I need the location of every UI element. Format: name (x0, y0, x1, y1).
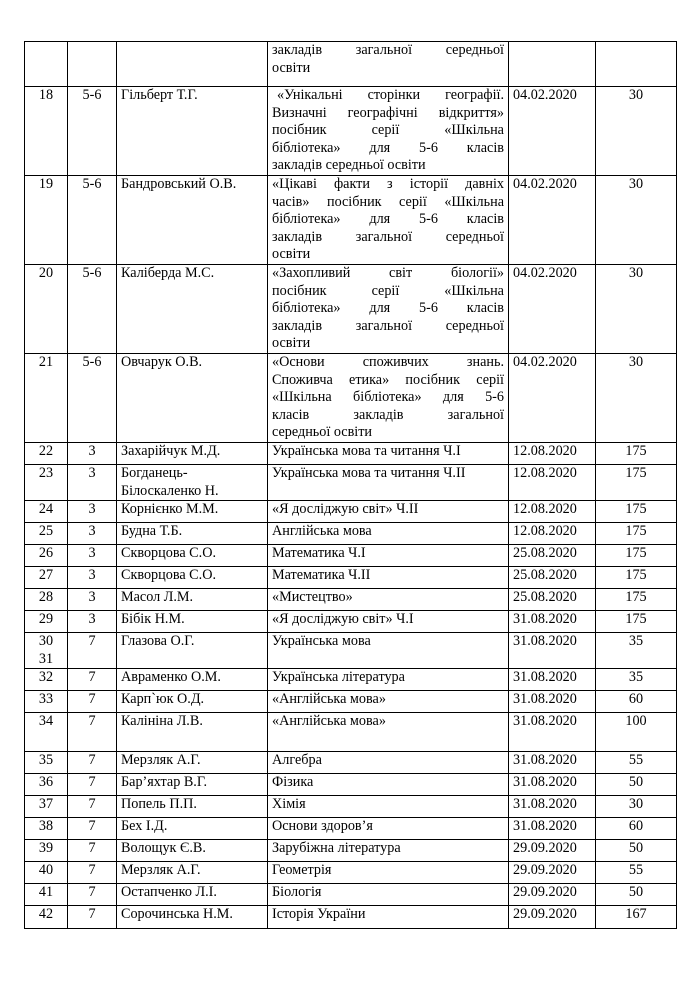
row-number-cell (25, 691, 68, 713)
title-line: закладів загальної середньої (272, 228, 504, 245)
author-cell: Будна Т.Б. (117, 523, 268, 545)
row-number-cell (25, 884, 68, 906)
table-row (25, 464, 677, 500)
title-line: «Унікальні сторінки географії. (277, 87, 504, 103)
title-cell (268, 774, 509, 796)
table-row (25, 691, 677, 713)
title-cell (268, 611, 509, 633)
row-number: 18 (38, 87, 54, 103)
date-cell: 29.09.2020 (509, 862, 596, 884)
date-cell: 25.08.2020 (509, 567, 596, 589)
row-number-cell (25, 523, 68, 545)
date-cell: 29.09.2020 (509, 884, 596, 906)
grade-cell: 7 (68, 906, 117, 929)
date-cell: 31.08.2020 (509, 611, 596, 633)
grade-cell: 3 (68, 589, 117, 611)
row-number-cell (25, 567, 68, 589)
date-cell: 31.08.2020 (509, 818, 596, 840)
row-number-cell (25, 818, 68, 840)
title-cell (268, 353, 509, 442)
quantity-cell: 55 (596, 862, 677, 884)
grade-cell: 7 (68, 633, 117, 669)
author-cell: Скворцова С.О. (117, 545, 268, 567)
title-cell (268, 567, 509, 589)
row-number-cell (25, 545, 68, 567)
date-cell: 04.02.2020 (509, 175, 596, 264)
title-line: бібліотека» для 5-6 класів (272, 300, 504, 317)
date-cell: 31.08.2020 (509, 633, 596, 669)
quantity-cell: 30 (596, 353, 677, 442)
title-cell (268, 545, 509, 567)
title-cell (268, 884, 509, 906)
grade-cell: 3 (68, 501, 117, 523)
date-cell: 31.08.2020 (509, 691, 596, 713)
quantity-cell (596, 42, 677, 87)
quantity-cell: 175 (596, 611, 677, 633)
title-cell (268, 442, 509, 464)
table-row (25, 840, 677, 862)
row-number-cell (25, 633, 68, 669)
row-number: 39 (38, 840, 54, 857)
row-number: 28 (38, 589, 54, 606)
title-line: освіти (272, 246, 311, 263)
table-row (25, 523, 677, 545)
grade-cell: 5-6 (68, 353, 117, 442)
quantity-cell: 100 (596, 713, 677, 752)
title-cell (268, 691, 509, 713)
title-line: класів закладів загальної (272, 406, 504, 423)
author-cell: Попель П.П. (117, 796, 268, 818)
date-cell: 29.09.2020 (509, 840, 596, 862)
title-line: освіти (272, 335, 311, 352)
table-row (25, 87, 677, 176)
table-row (25, 884, 677, 906)
title-line: Біологія (272, 884, 322, 901)
title-cell (268, 523, 509, 545)
grade-cell: 3 (68, 442, 117, 464)
author-cell: Мерзляк А.Г. (117, 752, 268, 774)
author-cell: Захарійчук М.Д. (117, 442, 268, 464)
title-cell (268, 840, 509, 862)
title-cell (268, 589, 509, 611)
grade-cell: 7 (68, 669, 117, 691)
table-row (25, 42, 677, 87)
date-cell: 04.02.2020 (509, 353, 596, 442)
title-cell (268, 818, 509, 840)
author-line: Богданець- (121, 464, 188, 481)
author-line: Білоскаленко Н. (121, 482, 219, 499)
title-line: «Цікаві факти з історії давніх (272, 175, 504, 192)
quantity-cell: 35 (596, 633, 677, 669)
quantity-cell: 50 (596, 774, 677, 796)
row-number: 41 (38, 884, 54, 901)
row-number-cell (25, 589, 68, 611)
quantity-cell: 35 (596, 669, 677, 691)
grade-cell: 7 (68, 774, 117, 796)
title-line: «Я досліджую світ» Ч.ІІ (272, 501, 419, 518)
title-line: Англійська мова (272, 523, 372, 540)
row-number: 20 (38, 264, 54, 281)
grade-cell: 7 (68, 691, 117, 713)
row-number-cell (25, 175, 68, 264)
author-cell: Авраменко О.М. (117, 669, 268, 691)
author-cell: Скворцова С.О. (117, 567, 268, 589)
author-cell (117, 42, 268, 87)
row-number-cell (25, 501, 68, 523)
title-cell (268, 501, 509, 523)
title-cell (268, 42, 509, 87)
row-number-cell (25, 774, 68, 796)
date-cell: 31.08.2020 (509, 713, 596, 752)
row-number-cell (25, 796, 68, 818)
table-row (25, 175, 677, 264)
title-line: Історія України (272, 906, 366, 923)
title-line: часів» посібник серії «Шкільна (272, 193, 504, 210)
quantity-cell: 175 (596, 442, 677, 464)
quantity-cell: 30 (596, 87, 677, 176)
row-number-cell (25, 840, 68, 862)
grade-cell: 3 (68, 611, 117, 633)
title-line: Геометрія (272, 862, 332, 879)
grade-cell: 7 (68, 713, 117, 752)
table-row (25, 501, 677, 523)
date-cell: 12.08.2020 (509, 523, 596, 545)
date-cell: 31.08.2020 (509, 669, 596, 691)
title-cell (268, 796, 509, 818)
table-row (25, 862, 677, 884)
title-cell (268, 464, 509, 500)
grade-cell: 3 (68, 545, 117, 567)
quantity-cell: 30 (596, 796, 677, 818)
table-row (25, 611, 677, 633)
title-line: бібліотека» для 5-6 класів (272, 211, 504, 228)
grade-cell: 5-6 (68, 175, 117, 264)
title-line: «Англійська мова» (272, 691, 386, 708)
grade-cell: 7 (68, 840, 117, 862)
title-line: освіти (272, 59, 311, 76)
author-cell: Бібік Н.М. (117, 611, 268, 633)
row-number: 38 (38, 818, 54, 835)
title-line: Українська література (272, 669, 405, 686)
title-line: закладів загальної середньої (272, 42, 504, 58)
author-cell: Волощук Є.В. (117, 840, 268, 862)
quantity-cell: 175 (596, 567, 677, 589)
row-number-cell (25, 713, 68, 752)
title-line: Фізика (272, 774, 314, 791)
row-number-cell (25, 353, 68, 442)
date-cell: 29.09.2020 (509, 906, 596, 929)
author-cell: Бех І.Д. (117, 818, 268, 840)
title-line: «Англійська мова» (272, 713, 386, 730)
author-cell: Сорочинська Н.М. (117, 906, 268, 929)
table-row (25, 796, 677, 818)
date-cell: 31.08.2020 (509, 774, 596, 796)
grade-cell (68, 42, 117, 87)
title-line: Математика Ч.І (272, 545, 366, 562)
title-line: Математика Ч.ІІ (272, 567, 371, 584)
table-row (25, 818, 677, 840)
quantity-cell: 30 (596, 175, 677, 264)
table-row (25, 567, 677, 589)
date-cell: 31.08.2020 (509, 752, 596, 774)
author-cell: Каліберда М.С. (117, 264, 268, 353)
row-number-cell (25, 264, 68, 353)
row-number: 21 (38, 353, 54, 370)
grade-cell: 3 (68, 567, 117, 589)
date-cell: 31.08.2020 (509, 796, 596, 818)
title-line: Хімія (272, 796, 306, 813)
title-line: Споживча етика» посібник серії (272, 371, 504, 388)
row-number: 24 (38, 501, 54, 518)
table-row (25, 545, 677, 567)
quantity-cell: 175 (596, 501, 677, 523)
title-cell (268, 633, 509, 669)
row-number: 42 (38, 906, 54, 923)
grade-cell: 7 (68, 884, 117, 906)
row-number-cell (25, 87, 68, 176)
row-number-cell (25, 669, 68, 691)
row-number-cell (25, 42, 68, 87)
quantity-cell: 167 (596, 906, 677, 929)
table-row (25, 442, 677, 464)
author-cell: Гільберт Т.Г. (117, 87, 268, 176)
title-cell (268, 669, 509, 691)
date-cell: 25.08.2020 (509, 545, 596, 567)
title-line: «Мистецтво» (272, 589, 353, 606)
author-cell: Бандровський О.В. (117, 175, 268, 264)
author-cell: Карп`юк О.Д. (117, 691, 268, 713)
title-line: Українська мова та читання Ч.І (272, 442, 461, 459)
title-cell (268, 906, 509, 929)
table-row (25, 589, 677, 611)
quantity-cell: 175 (596, 589, 677, 611)
row-number-secondary: 31 (38, 650, 54, 667)
title-line: Українська мова та читання Ч.ІІ (272, 464, 466, 481)
title-line: Основи здоров’я (272, 818, 373, 835)
table-row (25, 906, 677, 929)
table-row (25, 633, 677, 669)
author-cell: Масол Л.М. (117, 589, 268, 611)
table-body (25, 42, 677, 929)
grade-cell: 7 (68, 818, 117, 840)
quantity-cell: 60 (596, 691, 677, 713)
grade-cell: 3 (68, 523, 117, 545)
row-number: 35 (38, 752, 54, 769)
row-number: 27 (38, 567, 54, 584)
grade-cell: 7 (68, 796, 117, 818)
row-number: 36 (38, 774, 54, 791)
date-cell: 12.08.2020 (509, 501, 596, 523)
row-number: 32 (38, 669, 54, 686)
quantity-cell: 50 (596, 884, 677, 906)
row-number: 19 (38, 175, 54, 192)
author-cell: Корнієнко М.М. (117, 501, 268, 523)
title-cell (268, 713, 509, 752)
quantity-cell: 30 (596, 264, 677, 353)
title-cell (268, 87, 509, 176)
title-line: Алгебра (272, 752, 322, 769)
quantity-cell: 55 (596, 752, 677, 774)
title-line: Зарубіжна література (272, 840, 401, 857)
title-line: посібник серії «Шкільна (272, 282, 504, 299)
row-number: 22 (38, 442, 54, 459)
row-number: 23 (38, 464, 54, 481)
row-number-cell (25, 862, 68, 884)
table-row (25, 774, 677, 796)
row-number: 26 (38, 545, 54, 562)
quantity-cell: 50 (596, 840, 677, 862)
row-number: 30 (38, 633, 54, 650)
quantity-cell: 175 (596, 464, 677, 500)
row-number-cell (25, 464, 68, 500)
title-cell (268, 175, 509, 264)
row-number-cell (25, 752, 68, 774)
row-number: 33 (38, 691, 54, 708)
title-line: Українська мова (272, 633, 371, 650)
table-row (25, 264, 677, 353)
date-cell: 12.08.2020 (509, 442, 596, 464)
quantity-cell: 175 (596, 523, 677, 545)
title-line: закладів загальної середньої (272, 317, 504, 334)
title-cell (268, 264, 509, 353)
date-cell: 04.02.2020 (509, 264, 596, 353)
title-line: «Шкільна бібліотека» для 5-6 (272, 389, 504, 406)
author-cell (117, 464, 268, 500)
row-number-cell (25, 906, 68, 929)
row-number: 29 (38, 611, 54, 628)
author-cell: Бар’яхтар В.Г. (117, 774, 268, 796)
title-cell (268, 862, 509, 884)
row-number-cell (25, 611, 68, 633)
row-number: 25 (38, 523, 54, 540)
title-line: посібник серії «Шкільна (272, 122, 504, 139)
grade-cell: 7 (68, 862, 117, 884)
title-line: середньої освіти (272, 424, 373, 441)
title-line: закладів середньої освіти (272, 157, 426, 174)
title-line: «Захопливий світ біології» (272, 264, 504, 281)
date-cell: 25.08.2020 (509, 589, 596, 611)
grade-cell: 7 (68, 752, 117, 774)
table-row (25, 669, 677, 691)
author-cell: Овчарук О.В. (117, 353, 268, 442)
table-row (25, 713, 677, 752)
row-number: 34 (38, 713, 54, 730)
date-cell: 12.08.2020 (509, 464, 596, 500)
quantity-cell: 60 (596, 818, 677, 840)
table-row (25, 353, 677, 442)
table-row (25, 752, 677, 774)
grade-cell: 3 (68, 464, 117, 500)
quantity-cell: 175 (596, 545, 677, 567)
textbook-table (24, 41, 677, 929)
title-line: Визначні географічні відкриття» (272, 104, 504, 121)
row-number: 37 (38, 796, 54, 813)
author-cell: Калініна Л.В. (117, 713, 268, 752)
grade-cell: 5-6 (68, 87, 117, 176)
author-cell: Остапченко Л.І. (117, 884, 268, 906)
row-number: 40 (38, 862, 54, 879)
title-line: «Основи споживчих знань. (272, 353, 504, 370)
author-cell: Мерзляк А.Г. (117, 862, 268, 884)
grade-cell: 5-6 (68, 264, 117, 353)
date-cell: 04.02.2020 (509, 87, 596, 176)
title-cell (268, 752, 509, 774)
date-cell (509, 42, 596, 87)
title-line: «Я досліджую світ» Ч.І (272, 611, 414, 628)
row-number-cell (25, 442, 68, 464)
title-line: бібліотека» для 5-6 класів (272, 139, 504, 156)
author-cell: Глазова О.Г. (117, 633, 268, 669)
